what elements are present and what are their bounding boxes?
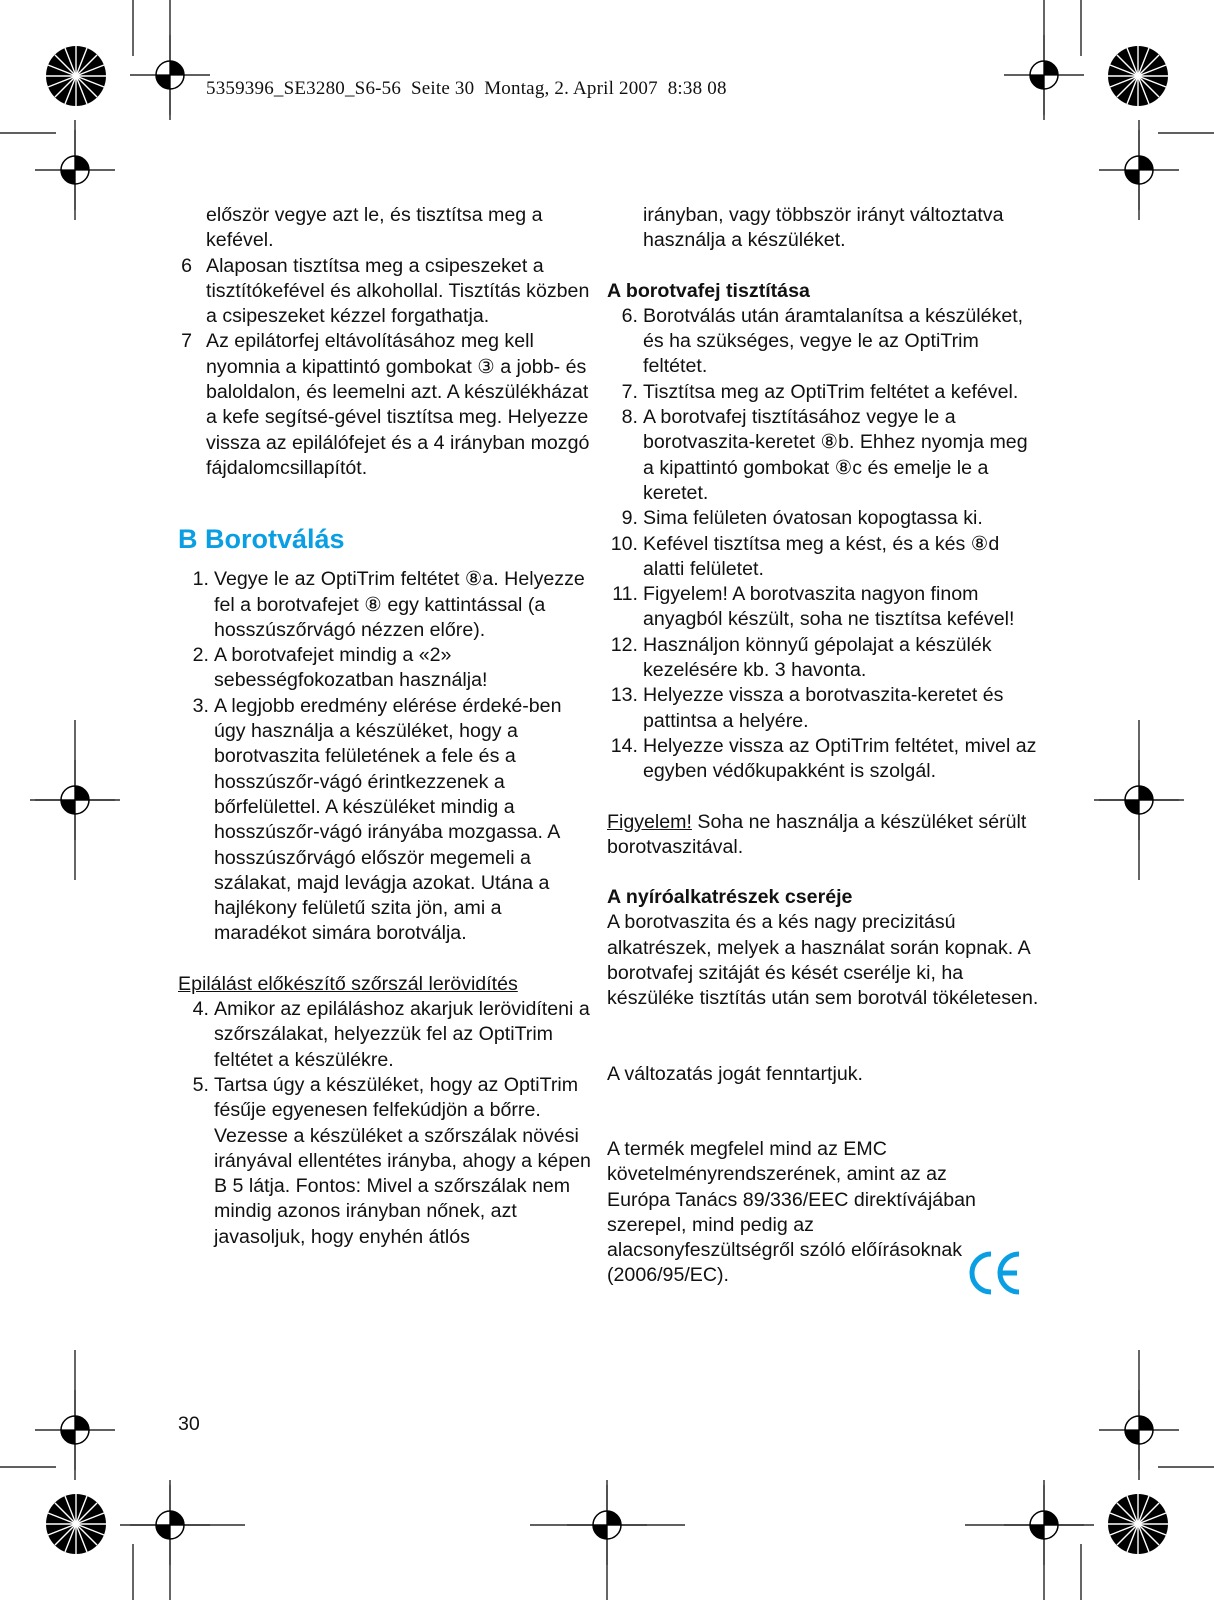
item-text: Alaposan tisztítsa meg a csipeszeket a tisztítókefével és alkohollal. Tisztítás közben a csipeszeket kézzel forgathatja. [206,254,590,328]
item-number: 13. [610,684,638,707]
item-text: Tartsa úgy a készüléket, hogy az OptiTrim fésűje egyenesen felfekúdjön a bőrre. Vezesse a készüléket a szőrszálak növési irányával ellentétes irányba, ahogy a képen B 5 látja. Fontos: Mivel a szőrszálak nem mindig azonos irányban nőnek, azt javasoljuk, hogy enyhén átlós [214,1073,591,1248]
item-text: Az epilátorfej eltávolításához meg kell nyomnia a kipattintó gombokat ③ a jobb- és baloldalon, és leemelni azt. A készülékházat a kefe segítsé-gével tisztítsa meg. Helyezze vissza az epilálófejet és a 4 irányban mozgó fájdalomcsillapítót. [206,330,590,479]
warning-text: Soha ne használja a készüléket sérült borotvaszitával. [607,810,1027,858]
item-number: 6. [621,304,638,327]
item-text: Borotválás után áramtalanítsa a készüléket, és ha szükséges, vegye le az OptiTrim feltétet. [643,304,1024,378]
item-text: A borotvafej tisztításához vegye le a borotvaszita-keretet ⑧b. Ehhez nyomja meg a kipattintó gombokat ⑧c és emelje le a keretet. [643,406,1028,504]
right-column [607,203,1039,1289]
list-item [607,304,1039,380]
section-title: B Borotválás [178,524,345,555]
warning-paragraph [607,810,1039,861]
list-item [607,683,1039,734]
item-text: Vegye le az OptiTrim feltétet ⑧a. Helyezze fel a borotvafejet ⑧ egy kattintással (a hosszúszőrvágó nézzen előre). [214,568,585,641]
item-text: Kefével tisztítsa meg a kést, és a kés ⑧d alatti felületet. [643,532,1000,580]
list-item [607,532,1039,583]
list-item [607,380,1039,405]
item-number: 1. [192,568,209,591]
item-number: 2. [192,644,209,667]
item-text: Tisztítsa meg az OptiTrim feltétet a kefével. [643,380,1019,403]
item-text: Figyelem! A borotvaszita nagyon finom anyagból készült, soha ne tisztítsa kefével! [643,583,1015,631]
item-text: Használjon könnyű gépolajat a készülék kezelésére kb. 3 havonta. [643,633,992,682]
replacement-text: A borotvaszita és a kés nagy precizitású alkatrészek, melyek a használat során kopnak. A borotvafej szitáját és kését cserélje ki, ha készüléke tisztítás után sem borotvál tökéletesen. [607,911,1039,1010]
item-number: 14. [610,734,638,757]
subheading: Epilálást előkészítő szőrszál lerövidítés [178,972,518,995]
list-item [178,329,598,481]
list-item [178,1073,598,1250]
item-number: 9. [621,507,638,530]
list-item [607,582,1039,633]
continued-text: irányban, vagy többször irányt változtatva használja a készüléket. [643,204,1004,252]
list-item [178,567,598,643]
page-number: 30 [178,1413,200,1435]
list-item [178,694,598,947]
list-item [607,633,1039,684]
print-slug-header: 5359396_SE3280_S6-56 Seite 30 Montag, 2. April 2007 8:38 08 [206,78,727,99]
list-item [607,506,1039,531]
list-item [178,997,598,1073]
item-number: 6 [181,254,192,277]
list-item [178,254,598,330]
list-item [178,643,598,694]
list-item [607,734,1039,785]
item-number: 8. [621,406,638,429]
item-number: 3. [192,694,209,717]
item-number: 11. [612,583,638,606]
left-column [178,203,598,1250]
item-text: Amikor az epiláláshoz akarjuk lerövidíteni a szőrszálakat, helyezzük fel az OptiTrim feltétet a készülékre. [214,998,590,1071]
continued-text: először vegye azt le, és tisztítsa meg a kefével. [206,204,543,252]
list-item [607,405,1039,506]
rights-reserved-text: A változatás jogát fenntartjuk. [607,1062,863,1085]
item-text: Helyezze vissza a borotvaszita-keretet és pattintsa a helyére. [643,684,1004,732]
item-text: A legjobb eredmény elérése érdeké-ben úgy használja a készüléket, hogy a borotvaszita felületének a fele és a hosszúszőr-vágó érintkezzenek a bőrfelülettel. A készüléket mindig a hosszúszőr-vágó irányába mozgassa. A hosszúszőrvágó először megemeli a szálakat, majd levágja azokat. Utána a hajlékony felületű szita jön, ami a maradékot simára borotválja. [214,694,562,945]
item-text: Sima felületen óvatosan kopogtassa ki. [643,507,983,530]
cleaning-list [607,304,1039,785]
heading-parts-replacement: A nyíróalkatrészek cseréje [607,886,853,909]
item-number: 5. [192,1073,209,1096]
warning-label: Figyelem! [607,810,692,833]
item-text: A borotvafejet mindig a «2» sebességfokozatban használja! [214,644,488,692]
conformity-text: A termék megfelel mind az EMC követelményrendszerének, amint az az Európa Tanács 89/336/EEC direktívájában szerepel, mind pedig az alacsonyfeszültségről szóló előírásoknak (2006/95/EC). [607,1137,976,1287]
item-text: Helyezze vissza az OptiTrim feltétet, mivel az egyben védőkupakként is szolgál. [643,734,1037,783]
item-number: 4. [192,998,209,1021]
heading-shaver-cleaning: A borotvafej tisztítása [607,279,810,302]
item-number: 12. [610,633,638,656]
ce-mark-icon [965,1248,1023,1298]
item-number: 10. [610,532,638,555]
item-number: 7 [181,330,192,353]
item-number: 7. [621,380,638,403]
